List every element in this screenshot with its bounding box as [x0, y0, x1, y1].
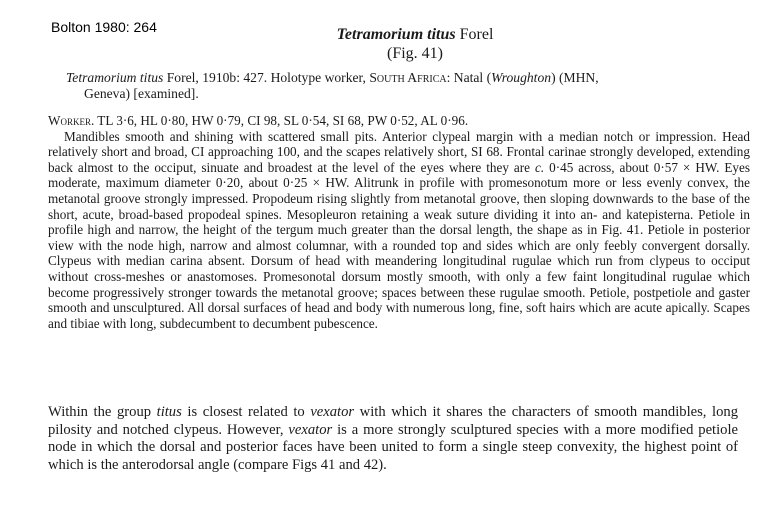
taxon-author: Forel [459, 26, 494, 43]
worker-description [48, 113, 750, 331]
discussion-part-1: Within the group [48, 404, 157, 420]
caste-label: Worker. [48, 113, 95, 128]
citation-museum: ) (MHN, [551, 70, 599, 85]
discussion-part-3: with which it shares the characters of smooth mandibles, long pilosity and notched clypeus. However, [48, 404, 738, 438]
taxon-name: Tetramorium titus [336, 26, 456, 43]
discussion-vexator-2: vexator [288, 421, 333, 438]
citation-museum-city: Geneva) [examined]. [84, 86, 199, 101]
citation-author-year: Forel, 1910b: 427. Holotype worker, [166, 70, 370, 85]
figure-reference: (Fig. 41) [387, 45, 443, 62]
citation-locality: : Natal ( [446, 70, 492, 85]
synonymy-citation [66, 70, 746, 102]
source-reference: Bolton 1980: 264 [51, 19, 157, 35]
measurements: TL 3·6, HL 0·80, HW 0·79, CI 98, SL 0·54, SI 68, PW 0·52, AL 0·96. [94, 113, 469, 128]
taxon-heading [250, 25, 580, 63]
discussion-part-4: is a more strongly sculptured species with a more modified petiole node in which the dorsal and posterior faces have been united to form a single steep convexity, the highest point of which is the anterodorsal angle (compare Figs 41 and 42). [48, 421, 738, 473]
discussion-paragraph [48, 404, 738, 474]
discussion-vexator-1: vexator [310, 404, 355, 420]
description-text-a: Mandibles smooth and shining with scattered small pits. Anterior clypeal margin with a median notch or impression. Head relatively short and broad, CI approaching 100, and the scapes relatively short, SI 68. Frontal carinae strongly developed, extending back almost to the occiput, sinuate and broadest at the level of the eyes where they are [48, 128, 750, 175]
description-text-b: 0·45 across, about 0·57 × HW. Eyes moderate, maximum diameter 0·20, about 0·25 × HW. Alitrunk in profile with promesonotum more or less evenly convex, the metanotal groove strongly impressed. Propodeum rising slightly from metanotal groove, then sloping downwards to the base of the short, acute, broad-based propodeal spines. Mesopleuron retaining a weak suture dividing it into an- and katepisterna. Petiole in profile high and narrow, the height of the tergum much greater than the dorsal length, the shape as in Fig. 41. Petiole in posterior view with the node high, narrow and almost columnar, with a rounded top and sides which are only feebly convergent dorsally. Clypeus with median carina absent. Dorsum of head with meandering longitudinal rugulae which run from clypeus to occiput without cross-meshes or anastomoses. Promesonotal dorsum mostly smooth, with only a few faint longitudinal rugulae which become progressively stronger towards the metanotal groove; spaces between these rugulae smooth. Petiole, postpetiole and gaster smooth and unsculptured. All dorsal surfaces of head and body with numerous long, fine, soft hairs which are acute apically. Scapes and tibiae with long, subdecumbent to decumbent pubescence. [48, 159, 750, 331]
citation-country: South Africa [369, 70, 447, 85]
citation-collector: Wroughton [491, 70, 552, 85]
circa-abbrev: c. [534, 159, 545, 175]
citation-taxon-name: Tetramorium titus [66, 70, 164, 85]
discussion-part-2: is closest related to [181, 404, 311, 420]
taxon-title-line [250, 25, 580, 44]
discussion-titus: titus [156, 404, 182, 420]
